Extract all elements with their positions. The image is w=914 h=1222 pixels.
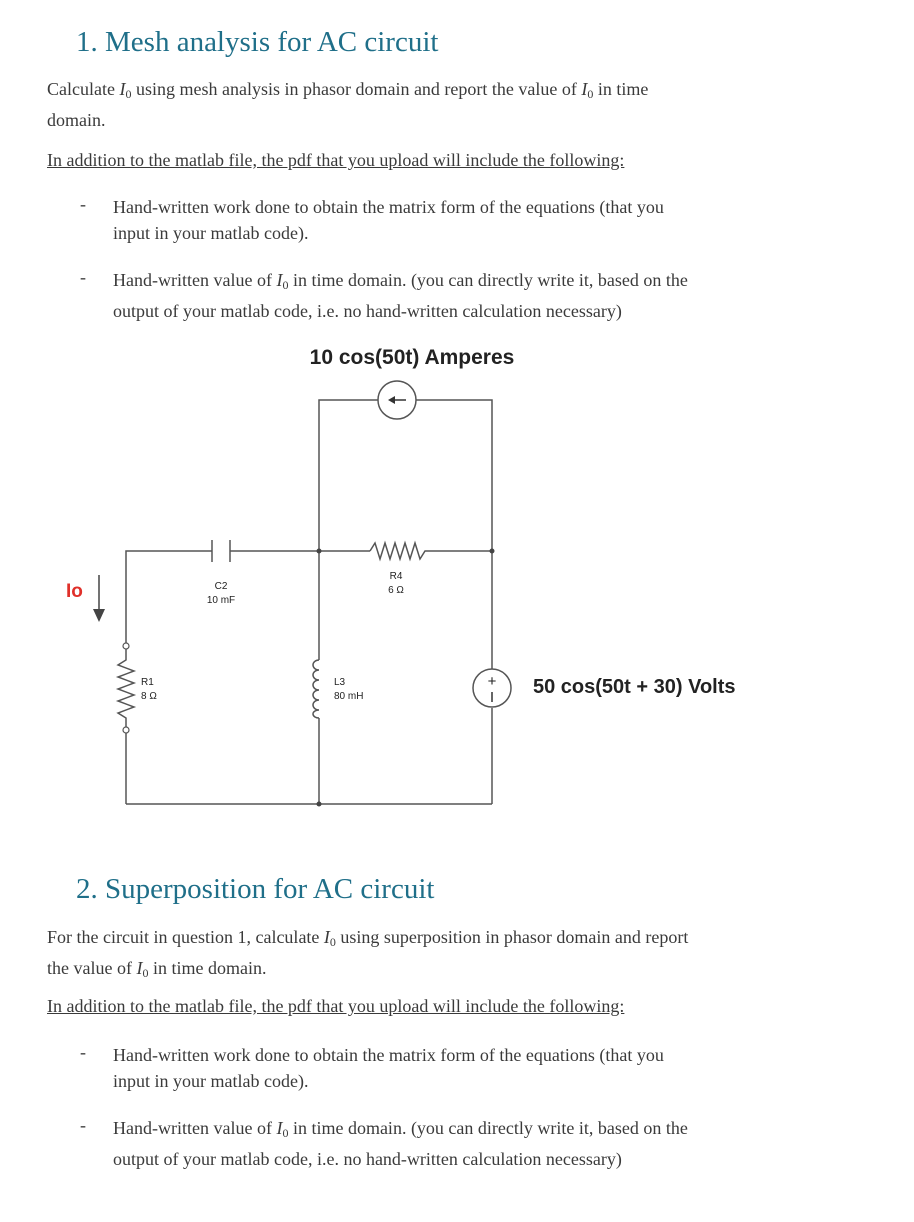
section1-bullet-2 [113,267,873,324]
section2-intro-text-d: in time domain. [148,958,267,978]
io-var-sub: 0 [282,1126,289,1140]
io-arrow [93,575,105,622]
current-source [378,381,416,419]
c2-name: C2 [214,581,228,592]
io-var-sub: 0 [125,87,132,101]
r1-name: R1 [141,677,154,688]
section1-heading [76,26,438,59]
voltage-source-label: 50 cos(50t + 30) Volts [533,676,736,698]
circuit-wires [126,400,492,804]
section2-intro-text-a: For the circuit in question 1, calculate [47,927,324,947]
section1-bullet2-line2: output of your matlab code, i.e. no hand-written calculation necessary) [113,301,622,321]
section2-intro-text-c: the value of [47,958,137,978]
section2-bullet-2 [113,1115,873,1172]
inductor-l3 [313,660,319,718]
l3-value: 80 mH [334,691,364,702]
section2-requirements-heading: In addition to the matlab file, the pdf that you upload will include the following: [47,996,625,1016]
section1-bullet2-text-a: Hand-written value of [113,270,277,290]
section2-bullet1-line2: input in your matlab code). [113,1071,309,1091]
c2-value: 10 mF [206,595,236,606]
section1-intro-text-c: in time [593,79,649,99]
section2-heading [76,873,434,906]
io-var-sub: 0 [329,935,336,949]
circuit-diagram [0,330,914,830]
section1-bullet1-line1: Hand-written work done to obtain the matrix form of the equations (that you [113,197,664,217]
section1-bullet2-text-b: in time domain. (you can directly write it, based on the [288,270,688,290]
section2-intro-text-b: using superposition in phasor domain and report [335,927,689,947]
io-var: I [581,79,588,99]
section1-bullet1-line2: input in your matlab code). [113,223,309,243]
io-var: I [136,958,143,978]
resistor-r4 [370,543,430,559]
section2-intro [47,924,887,986]
bullet-dash: - [80,1115,86,1135]
r4-name: R4 [389,571,403,582]
io-var-sub: 0 [142,966,149,980]
section1-intro-text-b: using mesh analysis in phasor domain and report the value of [131,79,582,99]
resistor-r1 [118,643,134,733]
section1-intro [47,76,867,133]
section1-intro-text-d: domain. [47,110,106,130]
capacitor-c2 [212,540,230,562]
io-var: I [276,270,283,290]
section2-bullet1-line1: Hand-written work done to obtain the matrix form of the equations (that you [113,1045,664,1065]
current-source-label: 10 cos(50t) Amperes [309,346,515,369]
io-var: I [323,927,330,947]
io-label: Io [66,581,83,602]
bullet-dash: - [80,1042,86,1062]
io-var-sub: 0 [587,87,594,101]
bullet-dash: - [80,194,86,214]
section2-number: 2. [76,873,98,905]
plus-sign-icon: + [487,673,497,690]
section2-bullet2-line2: output of your matlab code, i.e. no hand-written calculation necessary) [113,1149,622,1169]
section2-bullet2-text-a: Hand-written value of [113,1118,277,1138]
io-var: I [276,1118,283,1138]
r4-value: 6 Ω [388,585,404,596]
l3-name: L3 [334,677,346,688]
section2-bullet-1 [113,1042,873,1094]
section2-title: Superposition for AC circuit [105,873,435,905]
section1-number: 1. [76,26,98,58]
io-var-sub: 0 [282,278,289,292]
section1-intro-text-a: Calculate [47,79,120,99]
io-var: I [119,79,126,99]
r1-value: 8 Ω [141,691,157,702]
bullet-dash: - [80,267,86,287]
section2-bullet2-text-b: in time domain. (you can directly write it, based on the [288,1118,688,1138]
section1-title: Mesh analysis for AC circuit [105,26,439,58]
section1-requirements-heading: In addition to the matlab file, the pdf that you upload will include the following: [47,150,625,170]
section1-bullet-1 [113,194,873,246]
